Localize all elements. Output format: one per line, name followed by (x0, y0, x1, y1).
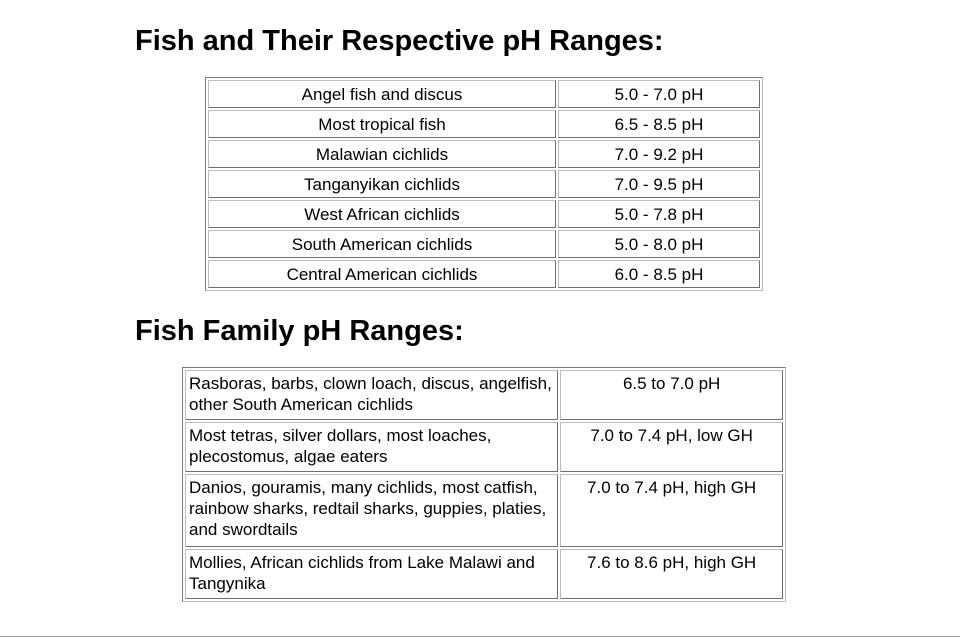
ph-range-cell: 5.0 - 7.8 pH (558, 200, 760, 228)
table-row (208, 80, 760, 108)
section-title-fish-family-ph-ranges: Fish Family pH Ranges: (135, 315, 464, 347)
ph-range-cell: 7.0 - 9.2 pH (558, 140, 760, 168)
fish-ph-table (205, 77, 763, 291)
fish-name-cell: Tanganyikan cichlids (208, 170, 556, 198)
fish-name-cell: South American cichlids (208, 230, 556, 258)
table-row (208, 170, 760, 198)
table-row (185, 474, 783, 547)
ph-range-cell: 6.5 - 8.5 pH (558, 110, 760, 138)
page-bottom-divider (0, 636, 960, 637)
fish-family-cell: Rasboras, barbs, clown loach, discus, angelfish, other South American cichlids (185, 370, 558, 420)
fish-name-cell: West African cichlids (208, 200, 556, 228)
ph-range-cell: 7.0 to 7.4 pH, high GH (560, 474, 783, 547)
ph-range-cell: 6.0 - 8.5 pH (558, 260, 760, 288)
table-row (208, 230, 760, 258)
fish-family-cell: Most tetras, silver dollars, most loaches, plecostomus, algae eaters (185, 422, 558, 472)
fish-family-ph-table (182, 367, 786, 602)
ph-range-cell: 7.6 to 8.6 pH, high GH (560, 549, 783, 599)
fish-family-cell: Danios, gouramis, many cichlids, most catfish, rainbow sharks, redtail sharks, guppies, platies, and swordtails (185, 474, 558, 547)
table-row (185, 422, 783, 472)
table-row (185, 370, 783, 420)
fish-name-cell: Malawian cichlids (208, 140, 556, 168)
ph-range-cell: 5.0 - 8.0 pH (558, 230, 760, 258)
ph-range-cell: 6.5 to 7.0 pH (560, 370, 783, 420)
table-row (208, 110, 760, 138)
table-row (185, 549, 783, 599)
table-row (208, 200, 760, 228)
ph-range-cell: 7.0 - 9.5 pH (558, 170, 760, 198)
fish-family-cell: Mollies, African cichlids from Lake Malawi and Tangynika (185, 549, 558, 599)
section-title-fish-ph-ranges: Fish and Their Respective pH Ranges: (135, 25, 664, 57)
table-row (208, 140, 760, 168)
ph-range-cell: 5.0 - 7.0 pH (558, 80, 760, 108)
fish-name-cell: Most tropical fish (208, 110, 556, 138)
ph-range-cell: 7.0 to 7.4 pH, low GH (560, 422, 783, 472)
fish-name-cell: Central American cichlids (208, 260, 556, 288)
table-row (208, 260, 760, 288)
fish-name-cell: Angel fish and discus (208, 80, 556, 108)
